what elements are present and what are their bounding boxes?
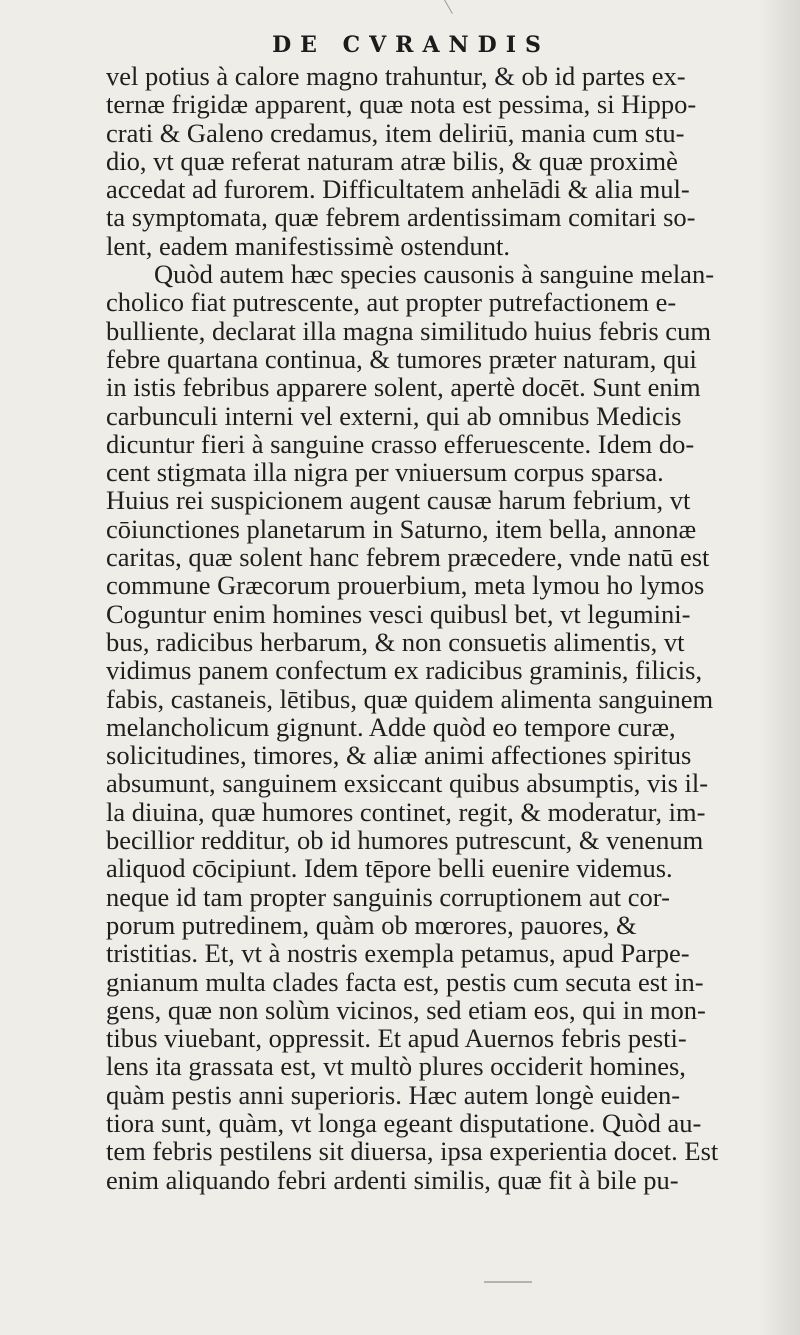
text-line: ta symptomata, quæ febrem ardentissimam comitari so- — [106, 202, 696, 233]
text-line: solicitudines, timores, & aliæ animi affectiones spiritus — [106, 740, 692, 771]
text-line: gnianum multa clades facta est, pestis cum secuta est in- — [106, 966, 704, 997]
ink-smudge — [484, 1281, 532, 1283]
text-line: Huius rei suspicionem augent causæ harum febrium, vt — [106, 485, 691, 516]
text-line: aliquod cōcipiunt. Idem tēpore belli euenire videmus. — [106, 853, 673, 884]
body-text — [106, 62, 796, 1194]
text-line: tristitias. Et, vt à nostris exempla petamus, apud Parpe- — [106, 938, 690, 969]
text-line: Coguntur enim homines vesci quibusl bet, vt legumini- — [106, 598, 691, 629]
text-line: bulliente, declarat illa magna similitudo huius febris cum — [106, 315, 711, 346]
text-line: enim aliquando febri ardenti similis, quæ fit à bile pu- — [106, 1164, 679, 1195]
text-line: in istis febribus apparere solent, apertè docēt. Sunt enim — [106, 372, 701, 403]
text-line: neque id tam propter sanguinis corruptionem aut cor- — [106, 881, 670, 912]
text-line: tiora sunt, quàm, vt longa egeant disputatione. Quòd au- — [106, 1107, 702, 1138]
paragraph-start-line: Quòd autem hæc species causonis à sanguine melan- — [154, 259, 715, 290]
text-line: crati & Galeno credamus, item deliriū, mania cum stu- — [106, 117, 685, 148]
text-line: lent, eadem manifestissimè ostendunt. — [106, 230, 511, 261]
text-line: dicuntur fieri à sanguine crasso efferuescente. Idem do- — [106, 428, 695, 459]
text-line: gens, quæ non solùm vicinos, sed etiam eos, qui in mon- — [106, 994, 706, 1025]
text-line: ternæ frigidæ apparent, quæ nota est pessima, si Hippo- — [106, 89, 697, 120]
text-line: porum putredinem, quàm ob mœrores, pauores, & — [106, 909, 637, 940]
text-line: cent stigmata illa nigra per vniuersum corpus sparsa. — [106, 457, 664, 488]
text-line: tem febris pestilens sit diuersa, ipsa experientia docet. Est — [106, 1136, 719, 1167]
text-line: melancholicum gignunt. Adde quòd eo tempore curæ, — [106, 711, 676, 742]
text-line: vel potius à calore magno trahuntur, & ob id partes ex- — [106, 61, 686, 91]
text-line: quàm pestis anni superioris. Hæc autem longè euiden- — [106, 1079, 681, 1110]
text-line: vidimus panem confectum ex radicibus graminis, filicis, — [106, 655, 703, 686]
text-line: caritas, quæ solent hanc febrem præcedere, vnde natū est — [106, 542, 710, 573]
running-head: DE CVRANDIS — [272, 32, 550, 58]
text-line: accedat ad furorem. Difficultatem anhelādi & alia mul- — [106, 174, 690, 205]
crease-mark — [444, 0, 453, 14]
text-line: lens ita grassata est, vt multò plures occiderit homines, — [106, 1051, 686, 1082]
text-line: carbunculi interni vel externi, qui ab omnibus Medicis — [106, 400, 682, 431]
text-line: becillior redditur, ob id humores putrescunt, & venenum — [106, 825, 704, 856]
text-line: bus, radicibus herbarum, & non consuetis alimentis, vt — [106, 626, 685, 657]
text-line: tibus viuebant, oppressit. Et apud Auernos febris pesti- — [106, 1023, 687, 1054]
text-line: dio, vt quæ referat naturam atræ bilis, & quæ proximè — [106, 145, 678, 176]
text-line: absumunt, sanguinem exsiccant quibus absumptis, vis il- — [106, 768, 709, 799]
text-line: fabis, castaneis, lētibus, quæ quidem alimenta sanguinem — [106, 683, 714, 714]
text-line: febre quartana continua, & tumores præter naturam, qui — [106, 343, 697, 374]
text-line: cōiunctiones planetarum in Saturno, item bella, annonæ — [106, 513, 697, 544]
text-line: la diuina, quæ humores continet, regit, & moderatur, im- — [106, 796, 706, 827]
text-line: commune Græcorum prouerbium, meta lymou ho lymos — [106, 570, 705, 601]
text-line: cholico fiat putrescente, aut propter putrefactionem e- — [106, 287, 677, 318]
